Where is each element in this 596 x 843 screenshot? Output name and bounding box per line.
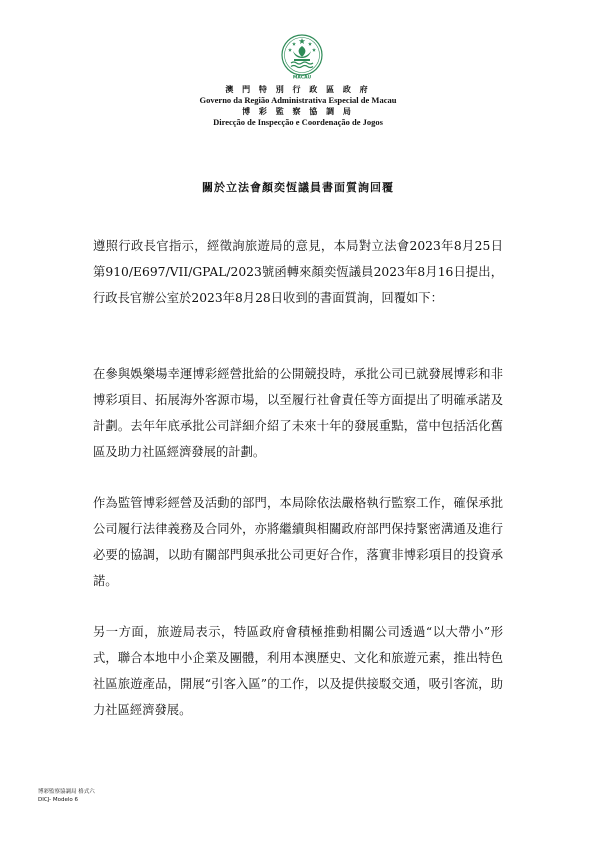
department-name-pt: Direcção de Inspecção e Coordenação de Jogos <box>213 117 383 127</box>
paragraph-2: 在參與娛樂場幸運博彩經營批給的公開競投時，承批公司已就發展博彩和非博彩項目、拓展海外客源市場，以至履行社會責任等方面提出了明確承諾及計劃。去年年底承批公司詳細介紹了未來十年的發展重點，當中包括活化舊區及助力社區經濟發展的計劃。 <box>93 367 503 459</box>
government-name-pt: Governo da Região Administrativa Especial de Macau <box>199 95 397 105</box>
form-code: DICJ- Modelo 6 <box>38 797 78 803</box>
government-name-cn: 澳 門 特 別 行 政 區 政 府 <box>225 84 371 94</box>
letterhead <box>0 84 596 128</box>
form-label-cn: 博彩監察協調局 格式六 <box>38 789 95 795</box>
form-footer <box>38 788 95 804</box>
paragraph-3: 作為監管博彩經營及活動的部門，本局除依法嚴格執行監察工作，確保承批公司履行法律義務及合同外，亦將繼續與相關政府部門保持緊密溝通及進行必要的協調，以助有關部門與承批公司更好合作，落實非博彩項目的投資承諾。 <box>93 496 503 588</box>
paragraph-4: 另一方面，旅遊局表示，特區政府會積極推動相關公司透過“以大帶小”形式，聯合本地中小企業及團體，利用本澳歷史、文化和旅遊元素，推出特色社區旅遊產品，開展“引客入區”的工作，以及提供接駁交通，吸引客流，助力社區經濟發展。 <box>93 625 503 717</box>
emblem-caption: MACAU <box>292 75 312 80</box>
paragraph-1: 遵照行政長官指示，經徵詢旅遊局的意見，本局對立法會2023年8月25日第910/E697/VII/GPAL/2023號函轉來顏奕恆議員2023年8月16日提出，行政長官辦公室於2023年8月28日收到的書面質詢，回覆如下： <box>93 239 503 305</box>
document-title: 關於立法會顏奕恆議員書面質詢回覆 <box>202 181 394 194</box>
macau-emblem-icon <box>280 34 324 80</box>
department-name-cn: 博 彩 監 察 協 調 局 <box>242 106 354 116</box>
